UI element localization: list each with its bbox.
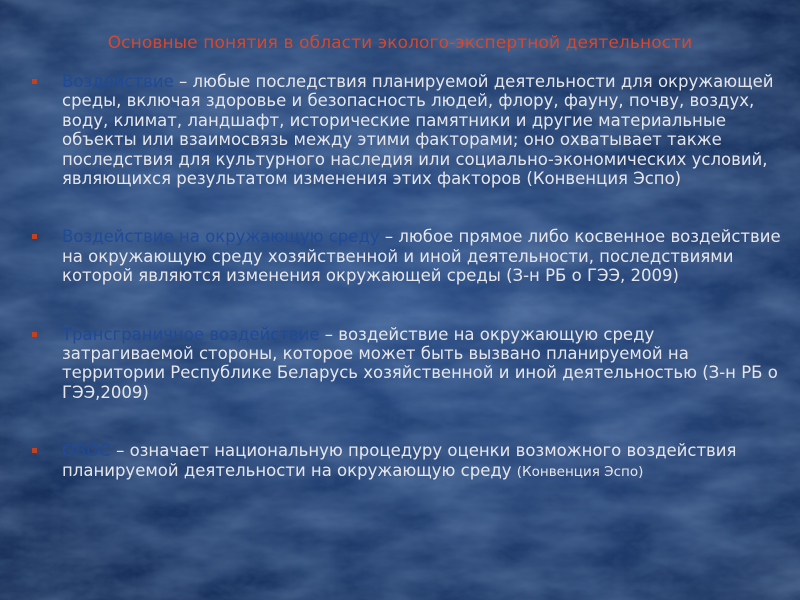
definition-item-vozdeystvie [62, 72, 784, 188]
definition-term: Трансграничное воздействие [62, 324, 320, 344]
bullet-marker [32, 448, 37, 453]
definition-text: – любые последствия планируемой деятельности для окружающей среды, включая здоровье и безопасность людей, флору, фауну, почву, воздух, воду, климат, ландшафт, исторические памятники и другие материальные объекты или взаимосвязь между этими факторами; оно охватывает также последствия для культурного наследия или социально-экономических условий, являющихся результатом изменения этих факторов (Конвенция Эспо) [62, 72, 774, 189]
definition-term: Воздействие на окружающую среду [62, 227, 380, 247]
bullet-marker [32, 234, 37, 239]
definition-source-note: (Конвенция Эспо) [516, 463, 644, 480]
definition-item-vozdeystvie-na-os [62, 227, 784, 285]
bullet-marker [32, 332, 37, 337]
definition-term: ОВОС [62, 441, 111, 461]
definition-item-transgranichnoe [62, 325, 784, 403]
definition-list [62, 72, 784, 482]
slide-title: Основные понятия в области эколого-экспертной деятельности [107, 33, 693, 53]
definition-term: Воздействие [62, 72, 174, 91]
definition-text: – любое прямое либо косвенное воздействие на окружающую среду хозяйственной и иной деятельности, последствиями которой являются изменения окружающей среды (З-н РБ о ГЭЭ, 2009) [62, 227, 781, 286]
bullet-marker [32, 79, 37, 84]
definition-text: – воздействие на окружающую среду затрагиваемой стороны, которое может быть вызвано планируемой на территории Республике Беларусь хозяйственной и иной деятельностью (З-н РБ о ГЭЭ,2009) [62, 324, 778, 402]
definition-item-ovos [62, 441, 784, 482]
definition-text: – означает национальную процедуру оценки возможного воздействия планируемой деятельности на окружающую среду [62, 441, 737, 480]
